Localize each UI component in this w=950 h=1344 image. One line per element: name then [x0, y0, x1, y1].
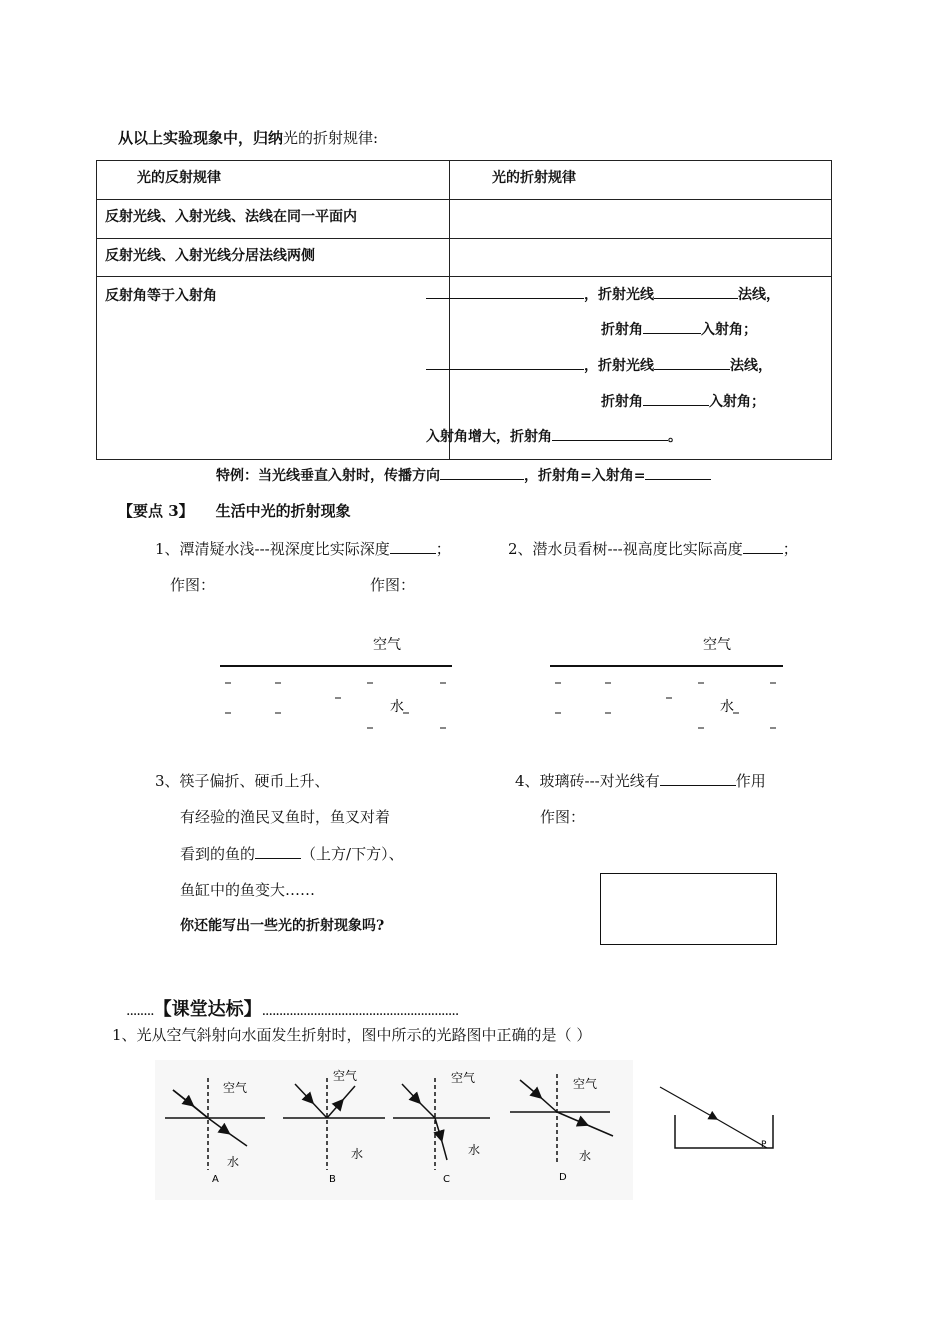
- question-1-figure: [155, 1060, 785, 1205]
- water-diagram-2: [550, 636, 783, 728]
- item-3-line-4: 鱼缸中的鱼变大……: [180, 881, 316, 899]
- refraction-rule-2: [450, 239, 832, 277]
- water-label: 水: [579, 1149, 592, 1163]
- intro-bold: 从以上实验现象中，归纳: [118, 129, 284, 147]
- refraction-line-1: ，折射光线 法线，: [426, 284, 780, 304]
- special-case: 特例：当光线垂直入射时，传播方向 ，折射角=入射角=: [216, 465, 711, 485]
- section-title: 【课堂达标】: [153, 999, 262, 1020]
- reflection-rule-1: 反射光线、入射光线、法线在同一平面内: [97, 200, 450, 239]
- blank[interactable]: [660, 771, 736, 786]
- drawing-label-2: 作图：: [370, 576, 416, 594]
- refraction-rule-1: [450, 200, 832, 239]
- rules-table: [96, 160, 832, 460]
- blank[interactable]: [743, 539, 783, 554]
- blank[interactable]: [426, 284, 584, 299]
- option-label: D: [559, 1172, 567, 1183]
- intro-rest: 光的折射规律:: [283, 129, 379, 147]
- refraction-line-5: 入射角增大，折射角 。: [426, 426, 682, 446]
- water-label: 水: [390, 699, 404, 715]
- blank[interactable]: [654, 355, 730, 370]
- header-refraction: 光的折射规律: [450, 161, 832, 200]
- blank[interactable]: [440, 465, 524, 480]
- refraction-line-2: 折射角 入射角；: [601, 319, 757, 339]
- blank[interactable]: [426, 355, 584, 370]
- blank[interactable]: [645, 465, 711, 480]
- blank[interactable]: [643, 319, 701, 334]
- item-3-line-3: 看到的鱼的 （上方/下方）、: [180, 845, 404, 863]
- air-label: 空气: [451, 1071, 476, 1085]
- air-label: 空气: [223, 1081, 248, 1095]
- water-label: 水: [227, 1155, 240, 1169]
- blank[interactable]: [654, 284, 738, 299]
- reflection-rule-3: 反射角等于入射角: [97, 277, 450, 460]
- question-1: 1、光从空气斜射向水面发生折射时，图中所示的光路图中正确的是（ ）: [112, 1026, 592, 1044]
- blank[interactable]: [643, 391, 709, 406]
- water-label: 水: [720, 699, 734, 715]
- item-3-question: 你还能写出一些光的折射现象吗?: [180, 918, 385, 934]
- drawing-label-4: 作图：: [540, 808, 586, 826]
- drawing-label-1: 作图：: [170, 576, 216, 594]
- blank[interactable]: [390, 539, 436, 554]
- option-label: C: [443, 1174, 450, 1185]
- blank[interactable]: [552, 426, 668, 441]
- air-label: 空气: [373, 637, 401, 653]
- water-diagram-1: [220, 636, 452, 728]
- header-reflection: 光的反射规律: [97, 161, 450, 200]
- item-4: 4、玻璃砖---对光线有 作用: [515, 772, 766, 790]
- section-heading: ........【课堂达标】.........................................................: [126, 999, 459, 1020]
- air-label: 空气: [703, 637, 731, 653]
- item-2: 2、潜水员看树---视高度比实际高度 ；: [508, 540, 798, 558]
- blank[interactable]: [255, 844, 301, 859]
- keypoint-heading: 【要点 3】 生活中光的折射现象: [118, 502, 351, 520]
- refraction-line-4: 折射角 入射角；: [601, 391, 765, 411]
- item-3-line-1: 3、筷子偏折、硬币上升、: [155, 772, 330, 790]
- point-label: P: [761, 1140, 767, 1150]
- refraction-line-3: ，折射光线 法线，: [426, 355, 772, 375]
- item-1: 1、潭清疑水浅---视深度比实际深度 ；: [155, 540, 451, 558]
- option-label: A: [212, 1174, 219, 1185]
- intro-line: [118, 127, 378, 148]
- item-3-line-2: 有经验的渔民叉鱼时，鱼叉对着: [180, 808, 391, 826]
- water-label: 水: [468, 1143, 481, 1157]
- reflection-rule-2: 反射光线、入射光线分居法线两侧: [97, 239, 450, 277]
- glass-brick-box: [600, 873, 777, 945]
- water-label: 水: [351, 1147, 364, 1161]
- air-label: 空气: [573, 1077, 598, 1091]
- water-diagrams: [200, 625, 820, 745]
- option-label: B: [329, 1174, 336, 1185]
- container-diagram: [660, 1087, 773, 1150]
- air-label: 空气: [333, 1069, 358, 1083]
